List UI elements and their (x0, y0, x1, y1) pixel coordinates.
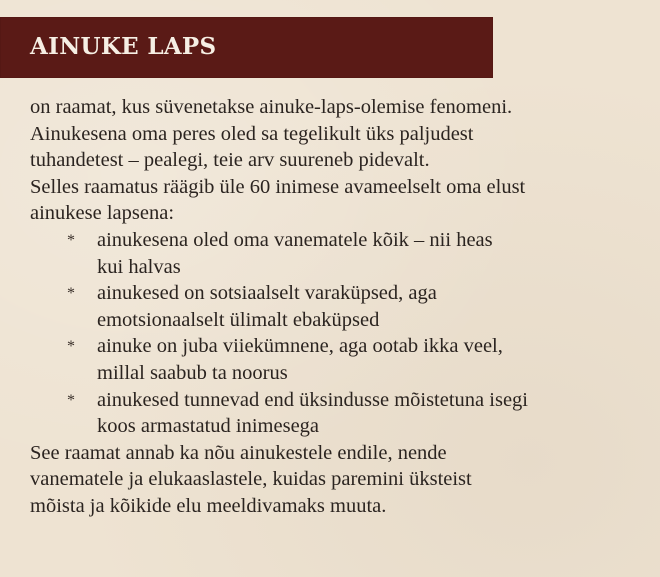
asterisk-icon: * (67, 391, 75, 409)
outro-line-3: mõista ja kõikide elu meeldivamaks muuta. (30, 494, 387, 517)
book-title: AINUKE LAPS (30, 33, 217, 60)
bullet-item (30, 333, 646, 386)
bullet-item (30, 227, 646, 280)
intro-line-5: ainukese lapsena: (30, 202, 175, 225)
bullet-line: emotsionaalselt ülimalt ebaküpsed (97, 308, 380, 331)
outro-line-1: See raamat annab ka nõu ainukestele endile, nende (30, 441, 447, 464)
bullet-line: ainukesed tunnevad end üksindusse mõistetuna isegi (97, 388, 528, 411)
intro-line-3: tuhandetest – pealegi, teie arv suureneb pidevalt. (30, 149, 430, 172)
description-text (30, 94, 646, 520)
intro-line-1: on raamat, kus süvenetakse ainuke-laps-olemise fenomeni. (30, 96, 513, 118)
bullet-line: kui halvas (97, 255, 181, 278)
intro-line-4: Selles raamatus räägib üle 60 inimese avameelselt oma elust (30, 175, 526, 198)
asterisk-icon: * (67, 231, 75, 249)
bullet-line: koos armastatud inimesega (97, 415, 320, 438)
bullet-list (30, 227, 646, 440)
bullet-line: ainukesena oled oma vanematele kõik – nii heas (97, 228, 493, 251)
outro-line-2: vanematele ja elukaaslastele, kuidas paremini üksteist (30, 468, 472, 491)
intro-line-2: Ainukesena oma peres oled sa tegelikult üks paljudest (30, 122, 474, 145)
bullet-line: ainukesed on sotsiaalselt varaküpsed, aga (97, 282, 437, 305)
title-banner (0, 17, 493, 78)
bullet-line: ainuke on juba viiekümnene, aga ootab ikka veel, (97, 335, 503, 358)
asterisk-icon: * (67, 338, 75, 356)
bullet-item (30, 280, 646, 333)
bullet-line: millal saabub ta noorus (97, 361, 288, 384)
asterisk-icon: * (67, 285, 75, 303)
bullet-item (30, 387, 646, 440)
